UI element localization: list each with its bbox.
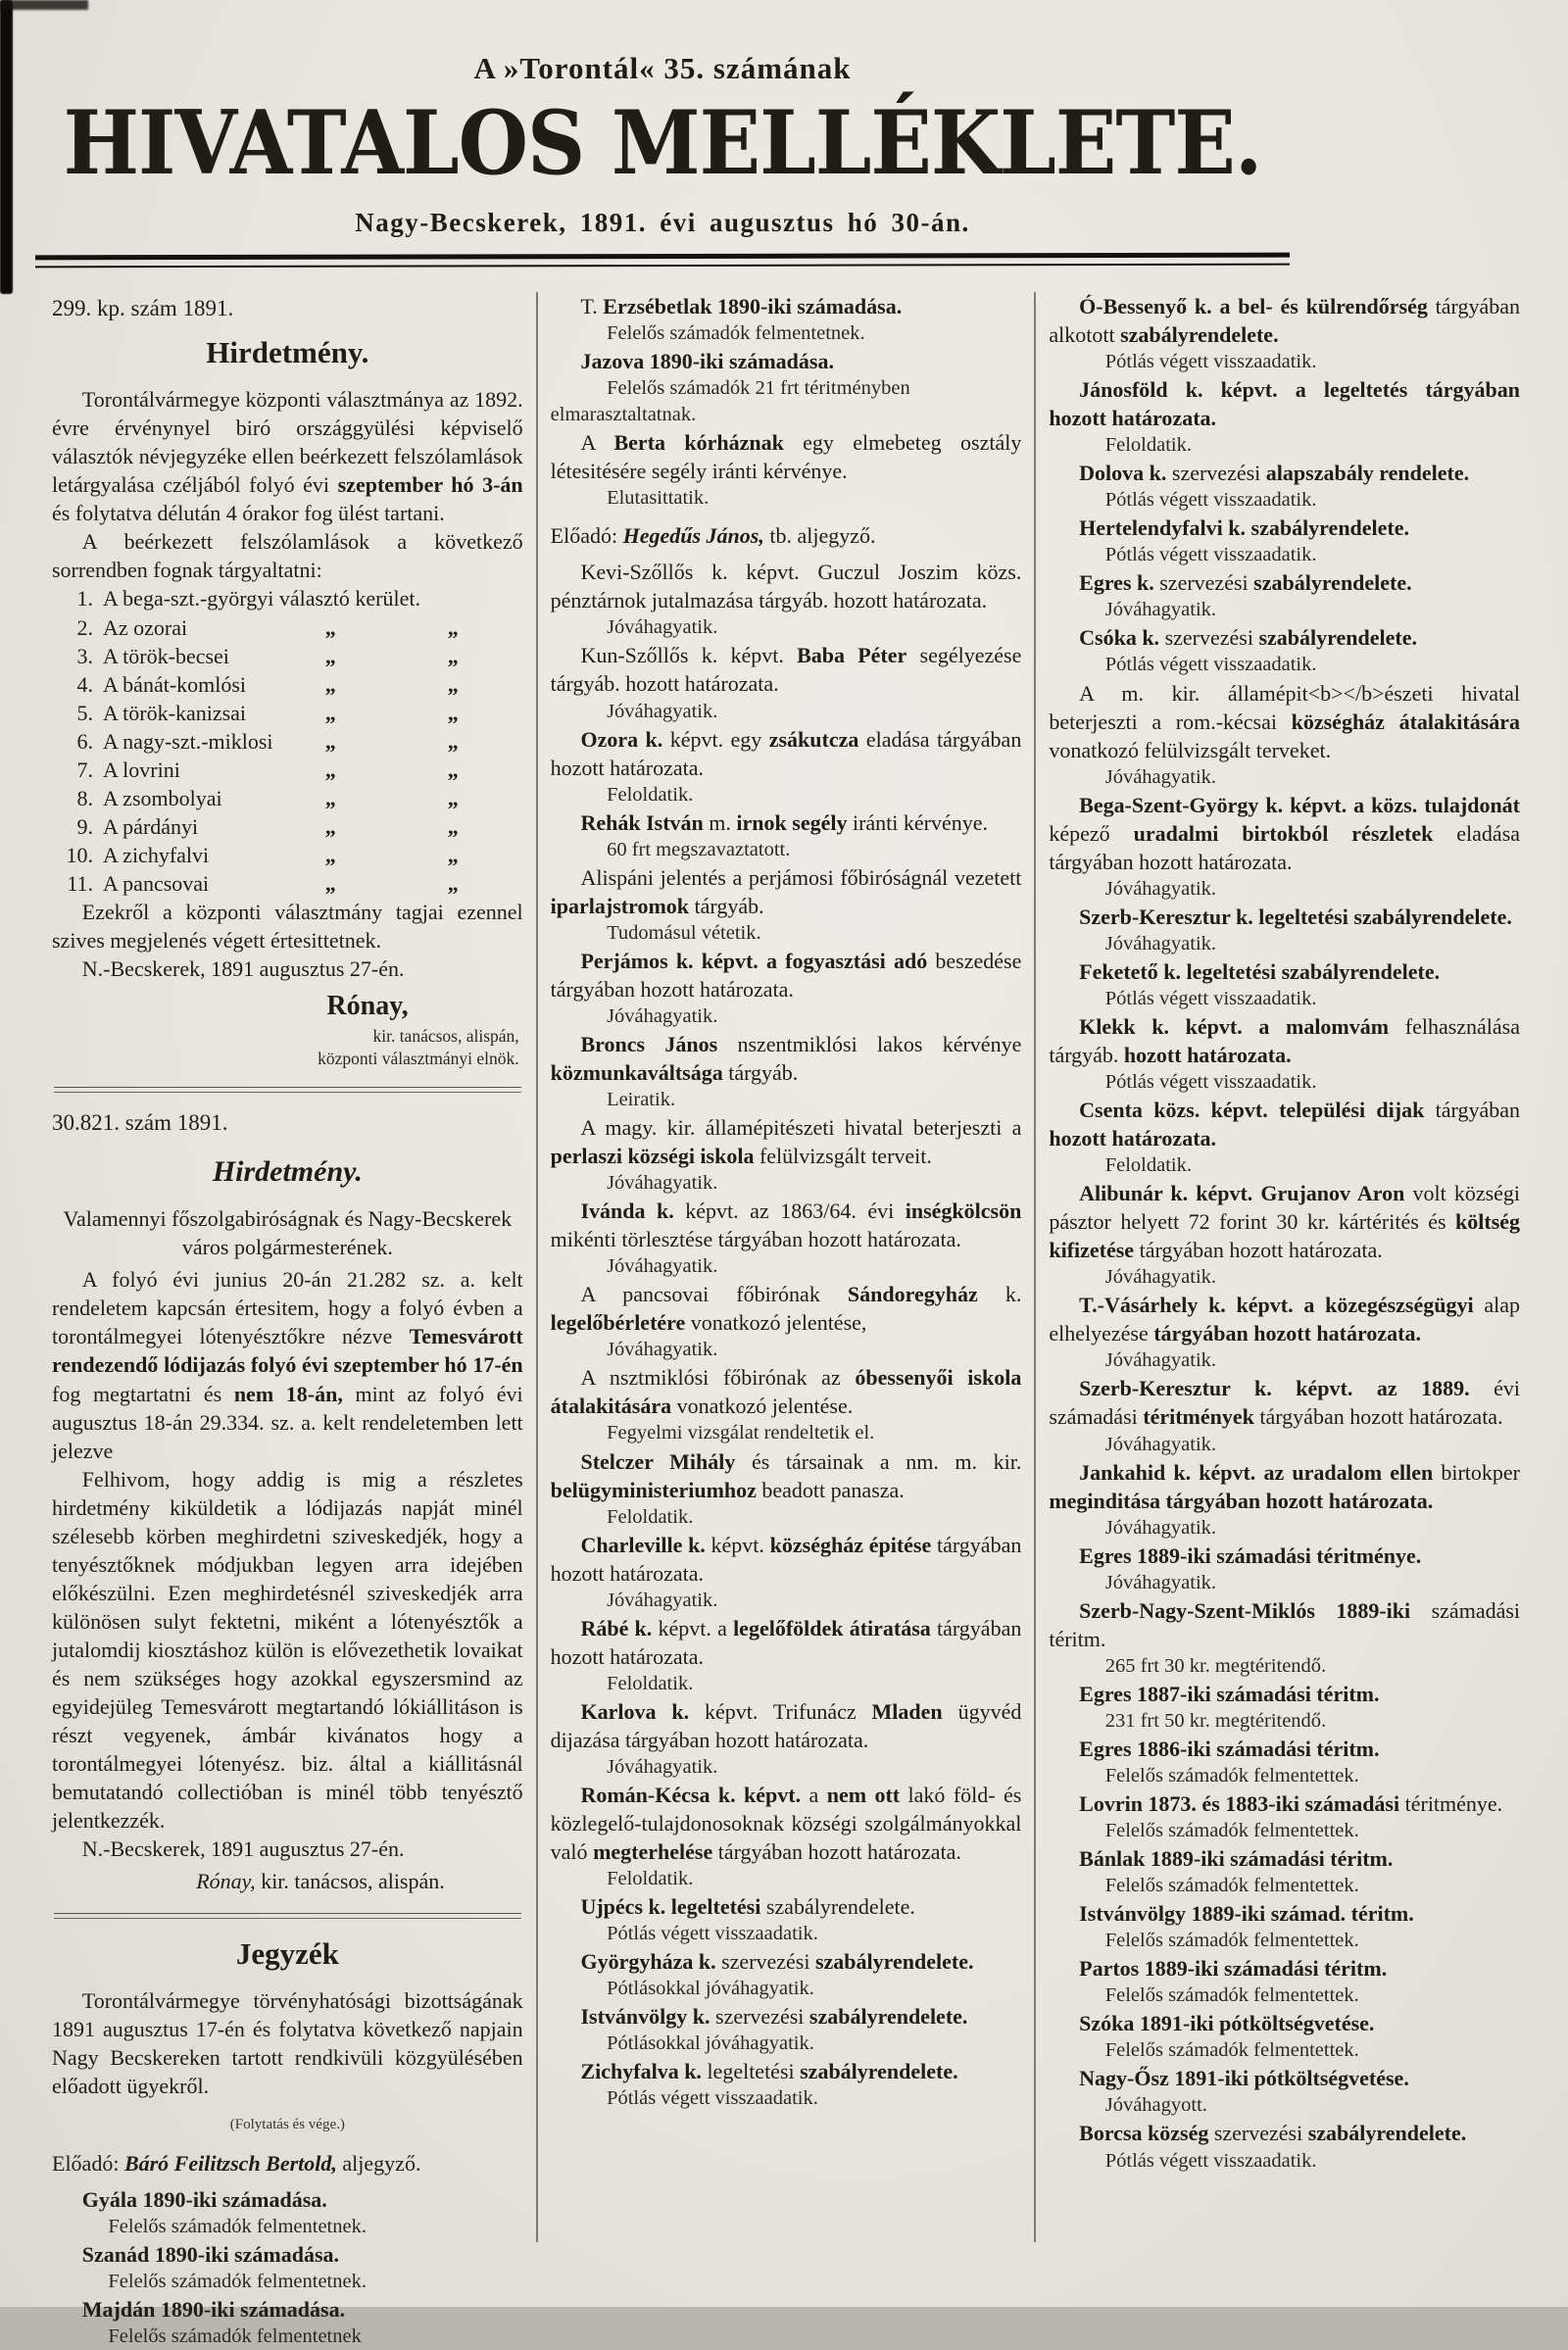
case-resolution: Jóváhagyatik.: [1104, 1571, 1217, 1593]
list-item-number: 3.: [76, 643, 93, 668]
case-resolution: Jóváhagyatik.: [1104, 1516, 1217, 1539]
case-resolution: 231 frt 50 kr. megtéritendő.: [1104, 1709, 1327, 1732]
signature-name: Rónay,: [326, 990, 409, 1021]
case-resolution: Felelős számadók felmentettek.: [1104, 1820, 1359, 1842]
list-item-number: 8.: [76, 785, 93, 810]
ditto-mark: „: [447, 813, 459, 839]
case-entry: Feketető k. legeltetési szabályrendelete.: [1079, 958, 1441, 984]
case-entry: Rehák István m. irnok segély iránti kérvénye.: [580, 809, 989, 835]
case-entry: Istvánvölgy k. szervezési szabályrendelete.: [580, 2004, 968, 2030]
case-resolution: Feloldatik.: [607, 1505, 694, 1528]
list-item-name: A lovrini: [103, 757, 180, 782]
case-resolution: 265 frt 30 kr. megtéritendő.: [1104, 1654, 1327, 1677]
masthead-dateline: Nagy-Becskerek, 1891. évi augusztus hó 30-án.: [355, 208, 970, 237]
case-entry: Istvánvölgy 1889-iki számad. téritm.: [1079, 1901, 1414, 1927]
section-divider: [54, 1087, 521, 1093]
case-entry: Jánosföld k. képvt. a legeltetés tárgyában hozott határozata.: [1049, 377, 1521, 431]
case-entry: A nsztmiklósi főbirónak az óbessenyői iskola átalakitására vonatkozó jelentése.: [550, 1365, 1022, 1419]
case-resolution: Felelős számadók felmentetnek: [108, 2326, 362, 2348]
signature-role: központi választmányi elnök.: [318, 1048, 519, 1068]
district-list-item: [52, 613, 523, 642]
paragraph: N.-Becskerek, 1891 augusztus 27-én.: [81, 1836, 405, 1862]
case-entry: Hertelendyfalvi k. szabályrendelete.: [1079, 515, 1410, 541]
district-list-item: [52, 784, 523, 812]
case-resolution: Pótlás végett visszaadatik.: [1104, 2149, 1317, 2172]
list-item-number: 4.: [76, 671, 93, 697]
case-entry: Ozora k. képvt. egy zsákutcza eladása tárgyában hozott határozata.: [550, 726, 1022, 780]
paragraph: Ezekről a központi választmány tagjai ezennel szives megjelenés végett értesittetnek.: [52, 899, 523, 953]
case-entry: Bánlak 1889-iki számadási téritm.: [1079, 1846, 1394, 1872]
district-list-item: [52, 642, 523, 670]
paragraph: Torontálvármegye törvényhatósági bizottságának 1891 augusztus 17-én és folytatva következő napjain Nagy Becskereken tartott rendkivüli közgyülésében előadott ügyekről.: [52, 1987, 523, 2099]
case-resolution: Feloldatik.: [1104, 1154, 1192, 1177]
case-resolution: Pótlás végett visszaadatik.: [607, 1923, 818, 1945]
case-entry: Alispáni jelentés a perjámosi főbiróságnál vezetett iparlajstromok tárgyáb.: [550, 864, 1022, 918]
case-entry: Csenta közs. képvt. települési dijak tárgyában hozott határozata.: [1049, 1098, 1521, 1151]
docket-number: 30.821. szám 1891.: [52, 1110, 228, 1136]
case-entry: Jazova 1890-iki számadása.: [580, 349, 834, 374]
section-heading: Hirdetmény.: [206, 335, 369, 370]
ditto-mark: „: [447, 614, 459, 640]
list-item-name: A párdányi: [103, 813, 199, 839]
case-resolution: Pótlás végett visszaadatik.: [607, 2087, 818, 2110]
case-resolution: Jóváhagyatik.: [1104, 599, 1217, 621]
district-list-item: [52, 727, 523, 756]
list-item-name: A török-kanizsai: [103, 700, 247, 725]
list-item-name: A bánát-komlósi: [103, 671, 247, 697]
ditto-mark: „: [324, 643, 336, 668]
case-entry: Szóka 1891-iki pótköltségvetése.: [1079, 2011, 1375, 2036]
district-list-item: [52, 670, 523, 699]
district-list-item: [52, 812, 523, 841]
case-resolution: Felelős számadók felmentetnek.: [108, 2271, 367, 2293]
case-entry: Stelczer Mihály és társainak a nm. m. kir. belügyministeriumhoz beadott panasza.: [550, 1448, 1022, 1502]
case-entry: Kevi-Szőllős k. képvt. Guczul Joszim közs. pénztárnok jutalmazása tárgyáb. hozott határozata.: [550, 560, 1022, 613]
case-resolution: Felelős számadók felmentetnek.: [607, 322, 865, 345]
case-entry: Jankahid k. képvt. az uradalom ellen birtokper meginditása tárgyában hozott határozata.: [1049, 1459, 1521, 1513]
masthead-title: HIVATALOS MELLÉKLETE.: [63, 91, 1262, 195]
case-entry: Lovrin 1873. és 1883-iki számadási téritménye.: [1079, 1791, 1503, 1816]
list-item-name: A török-becsei: [103, 643, 229, 668]
district-list-item: [52, 756, 523, 784]
case-resolution: Jóváhagyatik.: [1104, 877, 1217, 900]
masthead-overline: A »Torontál« 35. számának: [473, 51, 852, 85]
address-paragraph: Valamennyi főszolgabiróságnak és Nagy-Becskerek város polgármesterének.: [63, 1206, 513, 1260]
case-entry: Broncs János nszentmiklósi lakos kérvénye közmunkaváltsága tárgyáb.: [550, 1031, 1022, 1085]
case-resolution: Felelős számadók felmentetnek.: [108, 2215, 367, 2237]
case-resolution: Pótlás végett visszaadatik.: [1104, 987, 1317, 1009]
signature-role: kir. tanácsos, alispán,: [372, 1025, 519, 1046]
case-resolution: Jóváhagyatik.: [1104, 1433, 1217, 1455]
ditto-mark: „: [324, 757, 336, 782]
case-entry: Alibunár k. képvt. Grujanov Aron volt községi pásztor helyett 72 forint 30 kr. kártérités és költség kifizetése tárgyában hozott határozata.: [1049, 1181, 1521, 1263]
case-entry: A magy. kir. államépitészeti hivatal beterjeszti a perlaszi községi iskola felülvizsgált terveit.: [550, 1115, 1022, 1169]
case-entry: Szanád 1890-iki számadása.: [81, 2242, 340, 2268]
case-resolution: Pótlás végett visszaadatik.: [1104, 1071, 1317, 1094]
case-entry: Ó-Bessenyő k. a bel- és külrendőrség tárgyában alkotott szabályrendelete.: [1049, 294, 1521, 348]
scan-smudge: [0, 0, 88, 10]
case-entry: Karlova k. képvt. Trifunácz Mladen ügyvéd dijazása tárgyában hozott határozata.: [550, 1698, 1022, 1752]
district-list-item: [52, 841, 523, 869]
column-2: [536, 292, 1035, 2242]
case-entry: Egres 1886-iki számadási téritm.: [1079, 1736, 1380, 1761]
case-entry: A m. kir. államépit<b></b>észeti hivatal beterjeszti a rom.-kécsai községház átalakitására vonatkozó felülvizsgált terveket.: [1049, 680, 1521, 762]
list-item-name: A pancsovai: [103, 870, 210, 896]
case-entry: A Berta kórháznak egy elmebeteg osztály létesitésére segély iránti kérvénye.: [550, 430, 1022, 484]
rapporteur-line: Előadó: Hegedűs János, tb. aljegyző.: [550, 523, 876, 549]
ditto-mark: „: [447, 671, 459, 697]
list-item-number: 11.: [67, 870, 93, 896]
case-resolution: Pótlásokkal jóváhagyatik.: [607, 1978, 814, 2000]
case-resolution: Fegyelmi vizsgálat rendeltetik el.: [607, 1422, 875, 1444]
case-resolution: Pótlás végett visszaadatik.: [1104, 351, 1317, 373]
case-entry: Román-Kécsa k. képvt. a nem ott lakó föld- és közlegelő-tulajdonosoknak községi szolgálmányokkal való megterhelése tárgyában hozott határozata.: [550, 1782, 1022, 1865]
case-resolution: Feloldatik.: [607, 1672, 694, 1694]
paragraph: Felhivom, hogy addig is mig a részletes hirdetmény kiküldetik a lódijazás napját minél szélesebb körben meghirdetni sziveskedjék, hogy a tenyésztőknek módjukban legyen arra idejében előkészülni. Ezen meghirdetésnél sziveskedjék arra különösen sulyt fektetni, miként a lótenyésztők a jutalomdij kiosztáshoz külön is elővezethetik lovaikat és nem szükséges hogy azokkal egyszersmind az egyidejüleg Temesvárott megtartandó lókiállitáson is részt vegyenek, ámbár kivánatos hogy a torontálmegyei lótenyész. biz. által a kiállitásnál bemutatandó collectióban is minél több tenyésztő jelentkezzék.: [52, 1466, 523, 1833]
list-item-name: A zichyfalvi: [103, 842, 210, 867]
case-resolution: Jóváhagyatik.: [607, 1339, 718, 1361]
case-resolution: Pótlásokkal jóváhagyatik.: [607, 2032, 814, 2055]
ditto-mark: „: [447, 700, 459, 725]
case-resolution: Feloldatik.: [607, 1868, 694, 1890]
list-item-number: 5.: [76, 700, 93, 725]
case-entry: Perjámos k. képvt. a fogyasztási adó beszedése tárgyában hozott határozata.: [550, 948, 1022, 1002]
case-entry: T.-Vásárhely k. képvt. a közegészségügyi alap elhelyezése tárgyában hozott határozata.: [1049, 1293, 1521, 1346]
case-entry: A pancsovai főbirónak Sándoregyház k. legelőbérletére vonatkozó jelentése,: [550, 1282, 1022, 1336]
case-resolution: Tudomásul vétetik.: [607, 921, 761, 944]
ditto-mark: „: [447, 785, 459, 810]
ditto-mark: „: [447, 643, 459, 668]
case-resolution: Jóváhagyatik.: [607, 1755, 718, 1778]
case-entry: Egres 1887-iki számadási téritm.: [1079, 1681, 1380, 1706]
case-resolution: Felelős számadók felmentettek.: [1104, 1764, 1359, 1787]
list-item-number: 1.: [76, 586, 93, 612]
case-entry: Ujpécs k. legeltetési szabályrendelete.: [580, 1894, 915, 1920]
case-entry: Zichyfalva k. legeltetési szabályrendelete.: [580, 2059, 958, 2084]
case-resolution: Jóváhagyatik.: [607, 1004, 718, 1027]
case-entry: Rábé k. képvt. a legelőföldek átiratása tárgyában hozott határozata.: [550, 1615, 1022, 1669]
district-list-item: [52, 869, 523, 898]
case-resolution: Pótlás végett visszaadatik.: [1104, 544, 1317, 566]
case-resolution: Feloldatik.: [1104, 434, 1192, 457]
list-item-number: 7.: [76, 757, 93, 782]
ditto-mark: „: [447, 842, 459, 867]
docket-number: 299. kp. szám 1891.: [52, 296, 234, 320]
case-resolution: Pótlás végett visszaadatik.: [1104, 654, 1317, 676]
ditto-mark: „: [447, 870, 459, 896]
list-item-number: 10.: [66, 842, 93, 867]
district-list-item: [52, 699, 523, 727]
case-resolution: Jóváhagyatik.: [607, 1589, 718, 1611]
column-3: [1034, 292, 1533, 2242]
paragraph: A folyó évi junius 20-án 21.282 sz. a. kelt rendeletem kapcsán értesitem, hogy a folyó évben a torontálmegyei lótenyésztőkre nézve Temesvárott rendezendő lódijazás folyó évi szeptember hó 17-én fog megtartatni és nem 18-án, mint az folyó évi augusztus 18-án 29.334. sz. a. kelt rendeletemben lett jelezve: [52, 1267, 523, 1463]
case-resolution: 60 frt megszavaztatott.: [607, 838, 791, 860]
paragraph: N.-Becskerek, 1891 augusztus 27-én.: [81, 955, 405, 981]
case-resolution: Leiratik.: [607, 1089, 676, 1111]
ditto-mark: „: [324, 870, 336, 896]
case-resolution: Jóváhagyatik.: [607, 1255, 718, 1278]
column-1: [39, 292, 536, 2348]
case-resolution: Felelős számadók felmentettek.: [1104, 1984, 1359, 2007]
masthead-rule: [35, 253, 1290, 269]
list-item-name: A bega-szt.-györgyi választó kerület.: [103, 586, 420, 612]
case-resolution: Felelős számadók felmentettek.: [1104, 1875, 1359, 1897]
case-resolution: Jóváhagyatik.: [1104, 765, 1217, 788]
ditto-mark: „: [324, 842, 336, 867]
case-resolution: Felelős számadók 21 frt téritményben elmarasztaltatnak.: [550, 377, 910, 426]
case-entry: Egres 1889-iki számadási téritménye.: [1079, 1542, 1422, 1568]
scan-smudge: [0, 0, 13, 294]
case-entry: Szerb-Keresztur k. képvt. az 1889. évi számadási téritmények tárgyában hozott határozata.: [1049, 1376, 1520, 1430]
case-entry: Szerb-Nagy-Szent-Miklós 1889-iki számadási téritm.: [1049, 1597, 1521, 1651]
case-resolution: Jóváhagyott.: [1104, 2094, 1207, 2117]
case-entry: Dolova k. szervezési alapszabály rendelete.: [1079, 461, 1470, 486]
continuation-note: (Folytatás és vége.): [229, 2117, 345, 2133]
case-entry: Szerb-Keresztur k. legeltetési szabályrendelete.: [1079, 904, 1512, 929]
case-resolution: Elutasittatik.: [607, 487, 710, 510]
case-entry: Klekk k. képvt. a malomvám felhasználása tárgyáb. hozott határozata.: [1049, 1013, 1521, 1067]
columns: [39, 292, 1533, 2348]
list-item-name: Az ozorai: [103, 614, 188, 640]
case-resolution: Jóváhagyatik.: [1104, 1349, 1217, 1372]
case-resolution: Feloldatik.: [607, 783, 694, 806]
rapporteur-line: Előadó: Báró Feilitzsch Bertold, aljegyző.: [52, 2150, 421, 2176]
ditto-mark: „: [447, 757, 459, 782]
list-item-number: 6.: [76, 728, 93, 754]
case-resolution: Felelős számadók felmentettek.: [1104, 2039, 1359, 2062]
case-entry: Bega-Szent-György k. képvt. a közs. tulajdonát képező uradalmi birtokból részletek eladása tárgyában hozott határozata.: [1049, 792, 1521, 874]
paragraph: Torontálvármegye központi választmánya az 1892. évre érvénynyel biró országgyülési képviselő választók névjegyzéke ellen beérkezett felszólamlások letárgyalása czéljából folyó évi szeptember hó 3-án és folytatva délután 4 órakor fog ülést tartani.: [52, 387, 523, 526]
case-entry: Borcsa község szervezési szabályrendelete.: [1079, 2121, 1467, 2146]
list-item-name: A zsombolyai: [103, 785, 222, 810]
ditto-mark: „: [324, 785, 336, 810]
signature-line: Rónay, kir. tanácsos, alispán.: [196, 1869, 445, 1894]
section-heading-italic: Hirdetmény.: [212, 1154, 363, 1188]
paragraph: A beérkezett felszólamlások a következő sorrendben fognak tárgyaltatni:: [52, 529, 523, 583]
ditto-mark: „: [324, 614, 336, 640]
case-resolution: Jóváhagyatik.: [607, 1172, 718, 1195]
case-resolution: Jóváhagyatik.: [607, 616, 718, 639]
case-entry: Kun-Szőllős k. képvt. Baba Péter segélyezése tárgyáb. hozott határozata.: [550, 643, 1022, 697]
case-entry: Csóka k. szervezési szabályrendelete.: [1079, 625, 1417, 651]
case-entry: Gyála 1890-iki számadása.: [81, 2186, 327, 2212]
case-entry: Charleville k. képvt. községház épitése tárgyában hozott határozata.: [550, 1532, 1022, 1586]
case-entry: Györgyháza k. szervezési szabályrendelete.: [580, 1949, 974, 1975]
masthead: [35, 0, 1290, 267]
case-entry: Partos 1889-iki számadási téritm.: [1079, 1956, 1388, 1982]
case-resolution: Jóváhagyatik.: [607, 700, 718, 722]
case-entry: Majdán 1890-iki számadása.: [81, 2297, 346, 2323]
ditto-mark: „: [324, 813, 336, 839]
ditto-mark: „: [447, 728, 459, 754]
list-item-number: 9.: [76, 813, 93, 839]
section-divider: [54, 1913, 521, 1919]
case-entry: T. Erzsébetlak 1890-iki számadása.: [580, 294, 903, 318]
ditto-mark: „: [324, 728, 336, 754]
case-resolution: Pótlás végett visszaadatik.: [1104, 489, 1317, 512]
section-heading: Jegyzék: [235, 1936, 339, 1972]
case-resolution: Felelős számadók felmentettek.: [1104, 1930, 1359, 1952]
district-list-item: [52, 584, 523, 612]
list-item-number: 2.: [76, 614, 93, 640]
case-entry: Egres k. szervezési szabályrendelete.: [1079, 570, 1412, 596]
case-resolution: Jóváhagyatik.: [1104, 1266, 1217, 1289]
ditto-mark: „: [324, 700, 336, 725]
case-entry: Nagy-Ősz 1891-iki pótköltségvetése.: [1079, 2066, 1409, 2091]
list-item-name: A nagy-szt.-miklosi: [103, 728, 273, 754]
ditto-mark: „: [324, 671, 336, 697]
case-entry: Ivánda k. képvt. az 1863/64. évi inségkölcsön mikénti törlesztése tárgyában hozott határozata.: [550, 1199, 1022, 1252]
case-resolution: Jóváhagyatik.: [1104, 932, 1217, 955]
